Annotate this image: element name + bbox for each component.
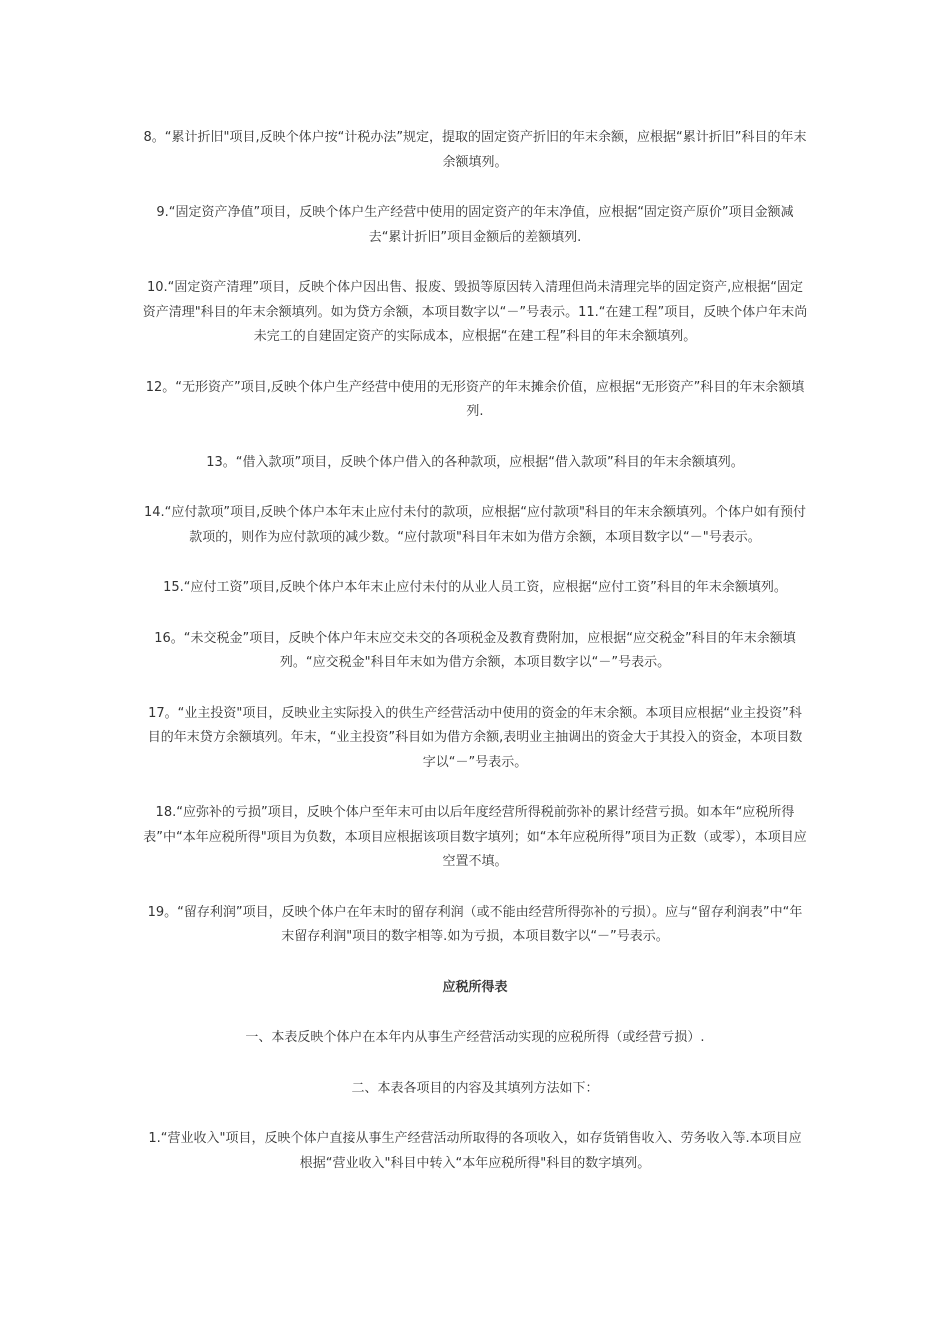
- paragraph-intro-2: 二、本表各项目的内容及其填列方法如下：: [351, 1080, 599, 1096]
- paragraph-item-17: 17。“业主投资"项目，反映业主实际投入的供生产经营活动中使用的资金的年末余额。本项目应根据“业主投资”科目的年末贷方余额填列。年末，“业主投资”科目如为借方余额,表明业主抽调出的资金大于其投入的资金，本项目数字以“－”号表示。: [147, 705, 803, 770]
- paragraph-item-8: 8。“累计折旧"项目,反映个体户按“计税办法”规定，提取的固定资产折旧的年末余额，应根据“累计折旧”科目的年末余额填列。: [143, 130, 807, 170]
- paragraph-item-18: 18.“应弥补的亏损”项目，反映个体户至年末可由以后年度经营所得税前弥补的累计经营亏损。如本年“应税所得表”中“本年应税所得"项目为负数，本项目应根据该项目数字填列；如“本年应税所得”项目为正数（或零），本项目应空置不填。: [143, 805, 807, 869]
- paragraph-item-1: 1.“营业收入"项目，反映个体户直接从事生产经营活动所取得的各项收入，如存货销售收入、劳务收入等.本项目应根据“营业收入"科目中转入“本年应税所得"科目的数字填列。: [148, 1131, 802, 1171]
- paragraph-item-13: 13。“借入款项”项目，反映个体户借入的各种款项，应根据“借入款项”科目的年末余额填列。: [206, 454, 744, 470]
- paragraph-item-9: 9.“固定资产净值”项目，反映个体户生产经营中使用的固定资产的年末净值，应根据“固定资产原价”项目金额减去“累计折旧”项目金额后的差额填列.: [156, 205, 794, 245]
- paragraph-item-19: 19。“留存利润”项目，反映个体户在年末时的留存利润（或不能由经营所得弥补的亏损）。应与“留存利润表”中“年末留存利润"项目的数字相等.如为亏损，本项目数字以“－”号表示。: [147, 904, 803, 944]
- paragraph-item-15: 15.“应付工资”项目,反映个体户本年末止应付未付的从业人员工资，应根据“应付工资”科目的年末余额填列。: [163, 580, 787, 595]
- paragraph-item-12: 12。“无形资产”项目,反映个体户生产经营中使用的无形资产的年末摊余价值，应根据“无形资产”科目的年末余额填列.: [145, 379, 805, 419]
- paragraph-item-14: 14.“应付款项”项目,反映个体户本年末止应付未付的款项，应根据“应付款项"科目的年末余额填列。个体户如有预付款项的，则作为应付款项的减少数。“应付款项"科目年末如为借方余额，本项目数字以“－"号表示。: [144, 505, 806, 545]
- paragraph-intro-1: 一、本表反映个体户在本年内从事生产经营活动实现的应税所得（或经营亏损）.: [245, 1030, 705, 1045]
- paragraph-item-16: 16。“未交税金”项目，反映个体户年末应交未交的各项税金及教育费附加，应根据“应交税金”科目的年末余额填列。“应交税金"科目年末如为借方余额，本项目数字以“－”号表示。: [154, 630, 796, 670]
- paragraph-item-10-11: 10.“固定资产清理”项目，反映个体户因出售、报废、毁损等原因转入清理但尚未清理完毕的固定资产,应根据“固定资产清理"科目的年末余额填列。如为贷方余额，本项目数字以“－”号表示。11.“在建工程”项目，反映个体户年末尚未完工的自建固定资产的实际成本，应根据“在建工程”科目的年末余额填列。: [142, 280, 808, 344]
- section-title: 应税所得表: [442, 979, 508, 995]
